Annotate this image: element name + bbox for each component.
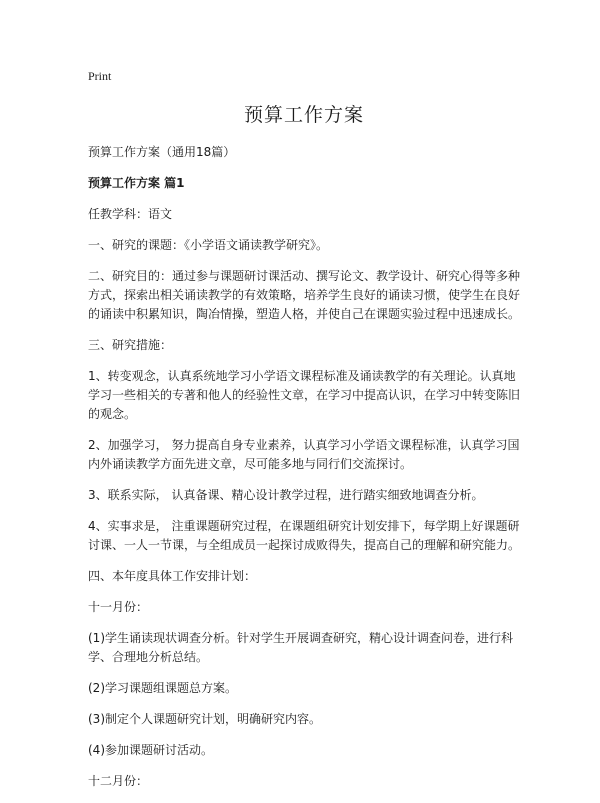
paragraph-december: 十二月份：	[88, 774, 149, 788]
paragraph-measure-4: 4、实事求是， 注重课题研究过程，在课题组研究计划安排下，每学期上好课题研讨课、一人一节课，与全组成员一起探讨成败得失，提高自己的理解和研究能力。	[88, 519, 521, 552]
paragraph-plan-item-1: (1)学生诵读现状调查分析。针对学生开展调查研究，精心设计调查问卷，进行科学、合理地分析总结。	[88, 631, 514, 664]
paragraph-plan-heading: 四、本年度具体工作安排计划：	[88, 569, 257, 583]
paragraph-measures-heading: 三、研究措施：	[88, 338, 173, 352]
paragraph-plan-item-4: (4)参加课题研讨活动。	[88, 743, 213, 757]
document-page	[88, 68, 520, 803]
document-subtitle: 预算工作方案（通用18篇）	[88, 145, 236, 159]
paragraph-plan-item-2: (2)学习课题组课题总方案。	[88, 681, 237, 695]
print-link[interactable]: Print	[88, 69, 112, 83]
paragraph-measure-1: 1、转变观念，认真系统地学习小学语文课程标准及诵读教学的有关理论。认真地学习一些相关的专著和他人的经验性文章，在学习中提高认识，在学习中转变陈旧的观念。	[88, 369, 521, 421]
paragraph-plan-item-3: (3)制定个人课题研究计划，明确研究内容。	[88, 712, 321, 726]
paragraph-november: 十一月份：	[88, 600, 149, 614]
page-title: 预算工作方案	[243, 104, 364, 126]
paragraph-measure-3: 3、联系实际， 认真备课、精心设计教学过程，进行踏实细致地调查分析。	[88, 488, 484, 502]
paragraph-purpose: 二、研究目的：通过参与课题研讨课活动、撰写论文、教学设计、研究心得等多种方式，探索出相关诵读教学的有效策略，培养学生良好的诵读习惯，使学生在良好的诵读中积累知识，陶冶情操，塑造人格，并使自己在课题实验过程中迅速成长。	[88, 269, 521, 321]
paragraph-subject: 任教学科：语文	[88, 207, 173, 221]
paragraph-measure-2: 2、加强学习， 努力提高自身专业素养，认真学习小学语文课程标准，认真学习国内外诵读教学方面先进文章，尽可能多地与同行们交流探讨。	[88, 438, 520, 471]
section-heading: 预算工作方案 篇1	[88, 176, 185, 190]
paragraph-topic: 一、研究的课题：《小学语文诵读教学研究》。	[88, 238, 329, 252]
